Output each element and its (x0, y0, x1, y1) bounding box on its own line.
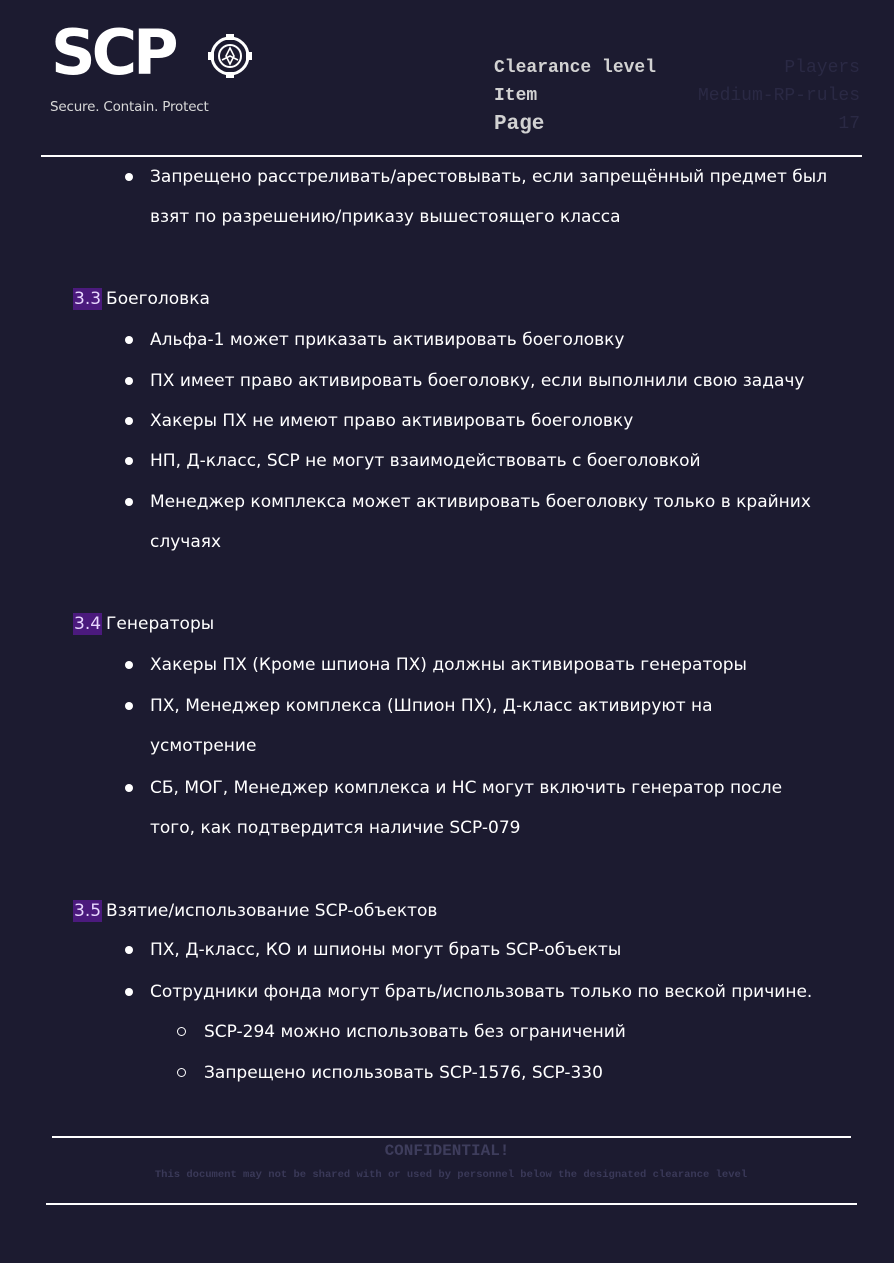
logo-wordmark: SCP (51, 16, 175, 89)
footer-divider-top (52, 1136, 851, 1138)
list-item (150, 320, 860, 360)
list-item (150, 930, 860, 970)
list-item-text: Хакеры ПХ не имеют право активировать боеголовку (150, 411, 634, 431)
list-item-text: случаях (150, 532, 222, 552)
meta-row-clearance (494, 55, 860, 83)
meta-label: Clearance level (494, 58, 657, 78)
meta-label: Page (494, 113, 545, 136)
list-item-text: SCP-294 можно использовать без ограничений (204, 1022, 626, 1042)
bullet-dot-icon (125, 498, 133, 506)
list-item-text: ПХ, Менеджер комплекса (Шпион ПХ), Д-класс активируют на (150, 696, 713, 716)
list-item-text: усмотрение (150, 736, 257, 756)
meta-row-page (494, 111, 860, 139)
section-heading (73, 897, 437, 925)
bullet-circle-icon (177, 1027, 186, 1036)
sub-list-item (204, 1053, 854, 1093)
section-title: Генераторы (106, 614, 215, 634)
page-number: 17 (838, 114, 860, 134)
list-item (150, 361, 860, 401)
list-item-text: взят по разрешению/приказу вышестоящего класса (150, 207, 621, 227)
bullet-dot-icon (125, 417, 133, 425)
confidential-note: This document may not be shared with or used by personnel below the designated clearance level (154, 1169, 748, 1181)
bullet-circle-icon (177, 1068, 186, 1077)
list-item (150, 645, 860, 685)
meta-label: Item (494, 86, 538, 106)
list-item (150, 157, 860, 237)
list-item-text: СБ, МОГ, Менеджер комплекса и НС могут включить генератор после (150, 778, 783, 798)
document-meta (494, 55, 860, 139)
list-item (150, 482, 860, 562)
list-item (150, 441, 860, 481)
list-item-text: ПХ имеет право активировать боеголовку, если выполнили свою задачу (150, 371, 805, 391)
scp-logo (48, 16, 263, 120)
section-title: Взятие/использование SCP-объектов (106, 901, 438, 921)
meta-row-item (494, 83, 860, 111)
scp-foundation-seal-icon (208, 34, 252, 78)
list-item-text: Сотрудники фонда могут брать/использовать только по веской причине. (150, 982, 813, 1002)
list-item-text: Альфа-1 может приказать активировать боеголовку (150, 330, 625, 350)
meta-value: Medium-RP-rules (697, 86, 860, 106)
list-item (150, 768, 860, 848)
list-item-text: Хакеры ПХ (Кроме шпиона ПХ) должны активировать генераторы (150, 655, 747, 675)
section-title: Боеголовка (106, 289, 210, 309)
bullet-dot-icon (125, 661, 133, 669)
bullet-dot-icon (125, 946, 133, 954)
bullet-dot-icon (125, 702, 133, 710)
section-heading (73, 285, 210, 313)
list-item-text: НП, Д-класс, SCP не могут взаимодействовать с боеголовкой (150, 451, 701, 471)
bullet-dot-icon (125, 377, 133, 385)
section-number: 3.5 (74, 901, 102, 921)
section-heading (73, 610, 214, 638)
list-item-text: того, как подтвердится наличие SCP-079 (150, 818, 521, 838)
meta-value: Players (784, 58, 860, 78)
logo-tagline: Secure. Contain. Protect (50, 99, 209, 115)
section-number: 3.3 (74, 289, 102, 309)
bullet-dot-icon (125, 336, 133, 344)
section-number: 3.4 (74, 614, 102, 634)
bullet-dot-icon (125, 173, 133, 181)
list-item-text: Запрещено использовать SCP-1576, SCP-330 (204, 1063, 603, 1083)
list-item (150, 401, 860, 441)
bullet-dot-icon (125, 457, 133, 465)
list-item-text: Менеджер комплекса может активировать боеголовку только в крайних (150, 492, 811, 512)
list-item (150, 686, 860, 766)
list-item-text: ПХ, Д-класс, КО и шпионы могут брать SCP-объекты (150, 940, 622, 960)
footer-divider-bottom (46, 1203, 857, 1205)
confidential-title: CONFIDENTIAL! (384, 1142, 510, 1160)
list-item-text: Запрещено расстреливать/арестовывать, если запрещённый предмет был (150, 167, 828, 187)
sub-list-item (204, 1012, 854, 1052)
list-item (150, 972, 860, 1012)
bullet-dot-icon (125, 988, 133, 996)
bullet-dot-icon (125, 784, 133, 792)
